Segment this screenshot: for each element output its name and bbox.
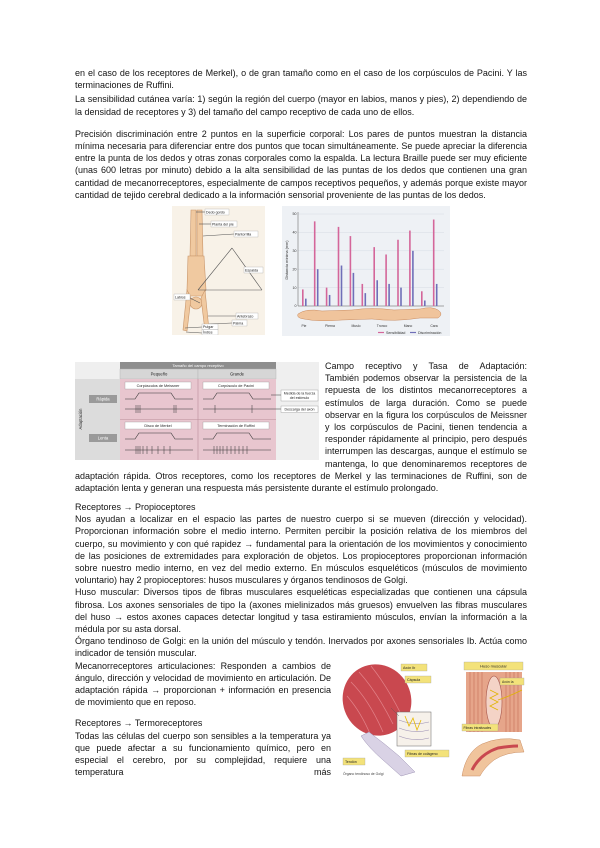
chart-tick-50: 50 xyxy=(292,212,297,217)
label-espalda: Espalda xyxy=(245,268,258,273)
pacini-label: Corpúsculo de Pacini xyxy=(218,384,254,388)
chart-bar-discriminacion xyxy=(376,280,378,306)
golgi-label-tendon: Tendón xyxy=(345,759,357,764)
adaptation-title: Campo receptivo y Tasa de Adaptación: xyxy=(325,361,527,371)
column-small: Pequeño xyxy=(150,371,168,377)
two-point-threshold-chart xyxy=(282,206,450,336)
merkel-label: Disco de Merkel xyxy=(144,424,172,428)
golgi-label-capsula: Cápsula xyxy=(407,677,421,682)
chart-tick-0: 0 xyxy=(294,304,297,309)
legend-label-discriminacion: Discriminación xyxy=(418,330,442,335)
stimulus-label-line2: del estímulo xyxy=(289,396,310,400)
row-fast: Rápida xyxy=(96,396,110,402)
golgi-tendon-figure xyxy=(339,660,452,778)
label-indice: Índice xyxy=(203,330,213,335)
chart-bar-sensibilidad xyxy=(362,284,364,306)
meissner-label: Corpúsculos de Meissner xyxy=(136,384,180,388)
spindle-label-axon: Axón Ia xyxy=(502,679,514,684)
row-slow: Lenta xyxy=(97,435,109,441)
label-planta: Planta del pie xyxy=(212,222,234,227)
chart-bar-discriminacion xyxy=(341,266,343,306)
chart-bar-discriminacion xyxy=(305,299,307,306)
chart-bar-sensibilidad xyxy=(302,289,304,306)
region-label-pie: Pie xyxy=(301,324,307,328)
chart-y-label: Distancia mínima (mm) xyxy=(285,240,289,280)
receptors-section xyxy=(75,501,527,778)
region-label-mano: Mano xyxy=(403,324,413,328)
region-label-cara: Cara xyxy=(430,324,438,328)
chart-bar-sensibilidad xyxy=(350,236,352,306)
chart-bar-discriminacion xyxy=(436,284,438,306)
chart-bar-sensibilidad xyxy=(409,231,411,306)
chart-tick-10: 10 xyxy=(292,285,297,290)
muscle-spindle-figure xyxy=(460,660,527,778)
adaptation-body: También podemos observar la persistencia de la repuesta de los distintos mecanorreceptores a estímulos de larga duración. Como se puede observar en la figura los corpúsculos de Meissner y los corpúsculos de Pacini, tienen tendencia a responder rápidamente al principio, pero después interrumpen las descargas, aunque el estímulo se mantenga, lo que denominaremos receptores de adaptación rápida. Otros receptores, como los receptores de Merkel y las terminaciones de Ruffini, son de adaptación lenta y generan una respuesta más persistente durante el estímulo prolongado. xyxy=(75,373,527,494)
chart-bar-sensibilidad xyxy=(433,220,435,306)
legend-label-sensibilidad: Sensibilidad xyxy=(386,330,406,335)
heading-termoreceptores: Receptores → Termoreceptores xyxy=(75,718,203,729)
region-label-tronco: Tronco xyxy=(376,324,388,328)
chart-bar-discriminacion xyxy=(329,295,331,306)
label-pantorrilla: Pantorrilla xyxy=(235,232,252,237)
label-palma: Palma xyxy=(233,321,244,326)
chart-bar-discriminacion xyxy=(317,269,319,306)
region-label-muslo: Muslo xyxy=(351,324,361,328)
chart-tick-40: 40 xyxy=(292,230,297,235)
chart-bar-sensibilidad xyxy=(314,221,316,306)
chart-tick-20: 20 xyxy=(292,267,297,272)
golgi-caption: Órgano tendinoso de Golgi xyxy=(343,771,384,776)
chart-bar-sensibilidad xyxy=(421,291,423,306)
paragraph-receptor-size: en el caso de los receptores de Merkel), o de gran tamaño como en el caso de los corpúsculos de Pacini. Y las terminaciones de Ruffini. xyxy=(75,68,527,91)
chart-tick-30: 30 xyxy=(292,249,297,253)
label-antebrazo: Antebrazo xyxy=(237,314,254,319)
paragraph-termoreceptores: Todas las células del cuerpo son sensibles a la temperatura ya que puede afectar a su funcionamiento químico, pero en especial el cerebro, por su complejidad, requiere una temperatura más xyxy=(75,730,331,778)
chart-bar-discriminacion xyxy=(388,284,390,306)
label-pulgar: Pulgar xyxy=(203,325,214,329)
column-large: Grande xyxy=(230,371,244,377)
chart-bar-discriminacion xyxy=(353,273,355,306)
paragraph-skin-sensitivity: La sensibilidad cutánea varía: 1) según la región del cuerpo (mayor en labios, manos y pies), 2) dependiendo de la densidad de receptores y 3) del tamaño del campo receptivo de cada uno de ellos. xyxy=(75,94,527,117)
spindle-label-intrafusal: Fibras intrafusales xyxy=(463,725,492,730)
golgi-label-colageno: Fibras de colágeno xyxy=(407,751,438,756)
chart-bar-discriminacion xyxy=(400,288,402,306)
chart-bar-sensibilidad xyxy=(338,227,340,306)
heading-propioceptores: Receptores → Propioceptores xyxy=(75,502,196,512)
adaptation-header: Tamaño del campo receptivo xyxy=(172,363,224,368)
adaptation-axis-label: Adaptación xyxy=(78,408,83,430)
label-labios: Labios xyxy=(175,295,186,300)
discharge-label: Descarga del axón xyxy=(284,407,315,412)
adaptation-section xyxy=(75,360,527,494)
paragraph-mecanorreceptores: Mecanorreceptores articulaciones: Responden a cambios de ángulo, dirección y velocidad de movimiento en articulación. De adaptación rápida → proporcionan + información en presencia de movimiento que en reposo. xyxy=(75,660,331,708)
chart-bar-sensibilidad xyxy=(326,288,328,306)
paragraph-huso-muscular: Huso muscular: Diversos tipos de fibras musculares esqueléticas especializadas que contienen una cápsula fibrosa. Los axones sensoriales de tipo Ia (axones mielinizados más gruesos) envuelven las fibras musculares del huso → estos axones capaces detectar longitud y tasa estiramiento músculos, envían la información a la médula por su asta dorsal. xyxy=(75,587,527,635)
chart-bar-sensibilidad xyxy=(385,254,387,306)
ruffini-label: Terminación de Ruffini xyxy=(217,424,255,428)
intro-text xyxy=(75,67,527,201)
paragraph-propioceptores: Nos ayudan a localizar en el espacio las partes de nuestro cuerpo si se mueven (dirección y velocidad). Proporcionan información sobre el medio interno. Permiten percibir la posición relativa de los miembros del cuerpo, su movimiento y con qué rapidez → fundamental para la orientación de los movimientos y conocimiento de las posiciones de extremidades para exploración de objetos. Los propioceptores proporcionan información sobre nuestro medio interno, en vez del medio externo. En músculos esqueléticos (músculos de movimiento voluntario) hay 2 propioceptores: husos musculares y órganos tendinosos de Golgi. xyxy=(75,514,527,586)
adaptation-figure xyxy=(75,362,319,460)
stimulus-label-line1: Medida de la fuerza xyxy=(283,391,316,396)
paragraph-organo-golgi: Órgano tendinoso de Golgi: en la unión del músculo y tendón. Inervados por axones sensoriales Ib. Actúa como indicador de tensión muscular. xyxy=(75,636,527,659)
chart-bar-sensibilidad xyxy=(397,240,399,306)
chart-bar-discriminacion xyxy=(412,251,414,306)
spindle-capsule xyxy=(486,676,502,728)
chart-bar-discriminacion xyxy=(365,293,367,306)
label-dedo-gordo: Dedo gordo xyxy=(206,210,225,215)
golgi-label-axon: Axón Ib xyxy=(403,665,416,670)
proprioceptor-figures xyxy=(339,660,527,778)
region-label-pierna: Pierna xyxy=(325,324,335,328)
chart-bar-discriminacion xyxy=(424,300,426,306)
chart-bar-sensibilidad xyxy=(373,247,375,306)
paragraph-two-point-discrimination: Precisión discriminación entre 2 puntos en la superficie corporal: Los pares de puntos muestran la distancia mínima necesaria para diferenciar entre dos puntos que tocan simultáneamente. Se puede apreciar la diferencia entre la punta de los dedos y otras zonas corporales como la espalda. La lectura Braille puede ser muy eficiente (unas 600 letras por minuto) debido a la alta sensibilidad de las puntas de los dedos que contienen una gran cantidad de mecanorreceptores, especialmente de campos receptivos pequeños, y además porque existe mayor cantidad de tejido cerebral dedicado a la información sensorial proveniente de las puntas de los dedos. xyxy=(75,128,527,200)
spindle-title: Huso muscular xyxy=(480,663,507,669)
two-point-body-figure xyxy=(172,206,265,335)
